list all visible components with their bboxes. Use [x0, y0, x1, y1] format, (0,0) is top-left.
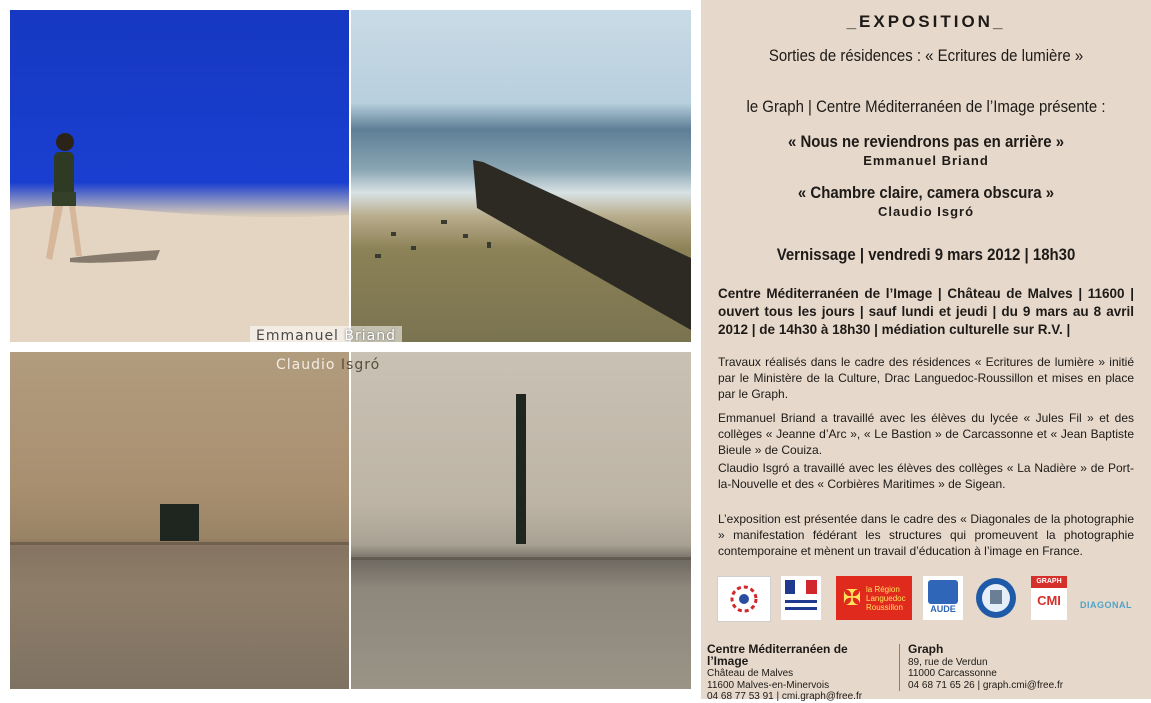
caption-last-name: Isgró	[340, 357, 381, 373]
region-line-3: Roussillon	[866, 603, 903, 612]
vernissage-line: Vernissage | vendredi 9 mars 2012 | 18h30	[776, 245, 1076, 264]
drac-logo	[717, 576, 771, 622]
photo-wall-bar	[351, 352, 691, 689]
diagonal-logo	[1079, 576, 1133, 620]
paragraph-briand: Emmanuel Briand a travaillé avec les élèves du lycée « Jules Fil » et des collèges « Jeanne d’Arc », « Le Bastion » de Carcassonne et « Jean Baptiste Bieule » de Couiza.	[718, 411, 1134, 457]
border-fence	[473, 160, 691, 330]
contact-line: Château de Malves	[707, 668, 794, 679]
graph-label: GRAPH	[1031, 576, 1067, 588]
contact-footer	[701, 640, 1151, 702]
contact-line: 11600 Malves-en-Minervois	[707, 679, 830, 691]
republique-francaise-logo	[781, 576, 821, 620]
venue-info: Centre Méditerranéen de l’Image | Château de Malves | 11600 | ouvert tous les jours | sauf lundi et jeudi | du 9 mars au 8 avril 2012 | de 14h30 à 18h30 | médiation culturelle sur R.V. |	[718, 286, 1134, 337]
region-line-1: la Région	[866, 585, 900, 594]
photo-wall-square	[10, 352, 349, 689]
contact-title: Graph	[908, 642, 944, 656]
star-burst-icon	[718, 577, 770, 621]
diagonal-label: DIAGONAL	[1080, 600, 1132, 610]
photo-dune	[10, 10, 349, 342]
cmi-label: CMI	[1037, 593, 1061, 608]
contact-cmi	[707, 644, 891, 703]
dune-sand	[10, 206, 349, 342]
caption-first-name: Emmanuel	[256, 328, 339, 344]
region-languedoc-roussillon-logo	[836, 576, 912, 620]
paragraph-diagonales: L’exposition est présentée dans le cadre des « Diagonales de la photographie » manifestation fédérant les structures qui promeuvent la photographie contemporaine et mènent un travail d’éducation à l’image en France.	[718, 512, 1134, 558]
region-line-2: Languedoc	[866, 594, 906, 603]
contact-line: 11000 Carcassonne	[908, 668, 997, 679]
exposition-heading: _EXPOSITION_	[846, 12, 1006, 31]
round-seal-icon	[975, 576, 1017, 620]
contact-graph	[899, 644, 1148, 691]
partner-logos	[717, 576, 1137, 626]
caption-last-name: Briand	[344, 328, 396, 344]
contact-line: 89, rue de Verdun	[908, 656, 988, 668]
beach-illustration	[351, 10, 691, 342]
caption-first-name: Claudio	[276, 357, 336, 373]
graph-cmi-logo	[1031, 576, 1067, 620]
info-panel	[701, 0, 1151, 702]
wall-seam	[351, 557, 691, 560]
caption-claudio-isgro	[276, 357, 380, 373]
beach-people	[375, 220, 491, 258]
dune-illustration	[10, 10, 349, 342]
black-square	[160, 504, 199, 541]
paragraph-isgro: Claudio Isgró a travaillé avec les élèves des collèges « La Nadière » de Port-la-Nouvelle et des « Corbières Maritimes » de Sigean.	[718, 461, 1134, 491]
occitan-cross-icon: ✠	[842, 585, 862, 610]
artist-name-2: Claudio Isgró	[877, 204, 975, 219]
artist-name-1: Emmanuel Briand	[863, 153, 989, 168]
exhibition-subtitle: Sorties de résidences : « Ecritures de lumière »	[768, 46, 1084, 65]
tricolor-flag-icon	[781, 576, 821, 620]
wall-seam	[10, 542, 349, 545]
aude-label: AUDE	[930, 604, 956, 614]
work-title-1: « Nous ne reviendrons pas en arrière »	[787, 132, 1065, 151]
malves-seal-logo	[975, 576, 1017, 620]
black-bar	[516, 394, 526, 544]
caption-emmanuel-briand	[250, 326, 402, 346]
contact-title: Centre Méditerranéen de l’Image	[707, 642, 848, 668]
aude-mark-icon	[928, 580, 958, 604]
work-title-2: « Chambre claire, camera obscura »	[797, 183, 1055, 202]
contact-line: 04 68 77 53 91 | cmi.graph@free.fr	[707, 691, 863, 702]
photo-beach-fence	[351, 10, 691, 342]
presenter-line: le Graph | Centre Méditerranéen de l’Image présente :	[746, 97, 1106, 116]
paragraph-residences: Travaux réalisés dans le cadre des résidences « Ecritures de lumière » initié par le Ministère de la Culture, Drac Languedoc-Roussillon et mises en place par le Graph.	[718, 355, 1134, 401]
contact-line: 04 68 71 65 26 | graph.cmi@free.fr	[908, 679, 1064, 691]
aude-logo	[923, 576, 963, 620]
